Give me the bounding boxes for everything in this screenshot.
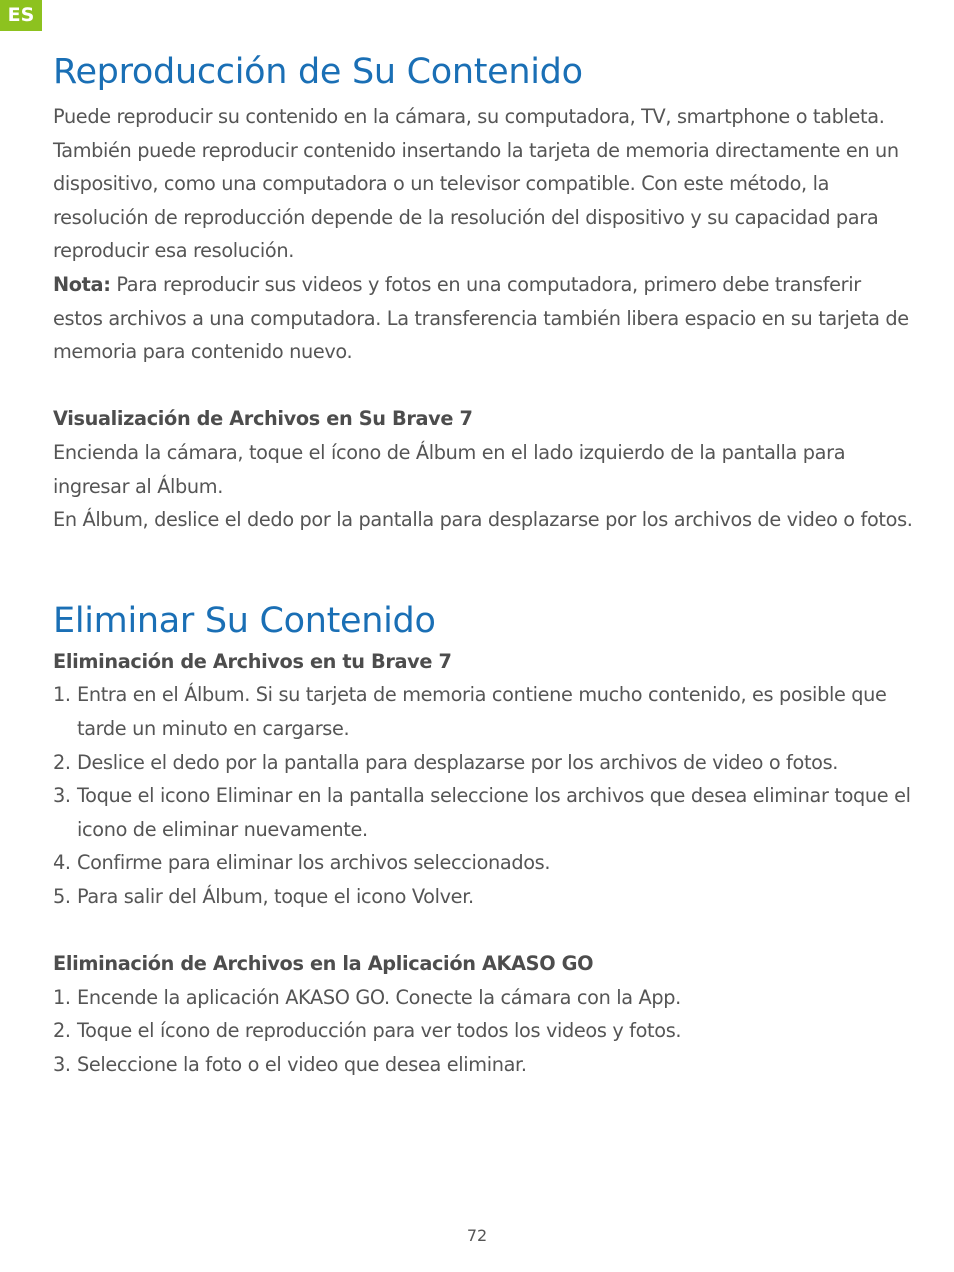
spacer [53, 913, 913, 947]
list-item [53, 1014, 913, 1048]
delete-app-steps [53, 981, 913, 1082]
page-number: 72 [466, 1226, 488, 1245]
step-number: 3. [53, 1052, 71, 1076]
step-text: Deslice el dedo por la pantalla para desplazarse por los archivos de video o fotos. [77, 750, 839, 774]
list-item [53, 981, 913, 1015]
list-item [53, 678, 913, 745]
step-number: 1. [53, 683, 71, 707]
step-text: Para salir del Álbum, toque el icono Volver. [77, 884, 474, 908]
list-item [53, 779, 913, 846]
subheading-delete-app: Eliminación de Archivos en la Aplicación AKASO GO [53, 952, 594, 976]
viewing-paragraph-1: Encienda la cámara, toque el ícono de Álbum en el lado izquierdo de la pantalla para ingresar al Álbum. [53, 440, 846, 498]
note-label: Nota: [53, 272, 111, 296]
playback-note [53, 268, 913, 369]
section-title-playback: Reproducción de Su Contenido [53, 52, 583, 92]
step-number: 3. [53, 784, 71, 808]
step-text: Encende la aplicación AKASO GO. Conecte la cámara con la App. [77, 985, 681, 1009]
step-text: Toque el ícono de reproducción para ver todos los videos y fotos. [77, 1019, 682, 1043]
language-badge: ES [0, 0, 42, 31]
step-number: 4. [53, 851, 71, 875]
page-content [53, 48, 913, 1081]
list-item [53, 746, 913, 780]
list-item [53, 846, 913, 880]
step-number: 2. [53, 750, 71, 774]
step-text: Confirme para eliminar los archivos seleccionados. [77, 851, 551, 875]
step-number: 1. [53, 985, 71, 1009]
step-text: Seleccione la foto o el video que desea eliminar. [77, 1052, 527, 1076]
list-item [53, 1048, 913, 1082]
list-item [53, 880, 913, 914]
step-text: Toque el icono Eliminar en la pantalla seleccione los archivos que desea eliminar toque el icono de eliminar nuevamente. [77, 784, 911, 841]
step-text: Entra en el Álbum. Si su tarjeta de memoria contiene mucho contenido, es posible que tarde un minuto en cargarse. [77, 683, 887, 740]
spacer [53, 369, 913, 403]
subheading-delete-camera: Eliminación de Archivos en tu Brave 7 [53, 649, 452, 673]
playback-paragraph: Puede reproducir su contenido en la cámara, su computadora, TV, smartphone o tableta. También puede reproducir contenido insertando la tarjeta de memoria directamente en un dispositivo, como una computadora o un televisor compatible. Con este método, la resolución de reproducción depende de la resolución del dispositivo y su capacidad para reproducir esa resolución. [53, 105, 899, 263]
note-text: Para reproducir sus videos y fotos en una computadora, primero debe transferir estos archivos a una computadora. La transferencia también libera espacio en su tarjeta de memoria para contenido nuevo. [53, 272, 909, 364]
subheading-viewing-files: Visualización de Archivos en Su Brave 7 [53, 407, 473, 431]
step-number: 5. [53, 884, 71, 908]
delete-camera-steps [53, 678, 913, 913]
section-title-delete: Eliminar Su Contenido [53, 600, 436, 641]
step-number: 2. [53, 1019, 71, 1043]
viewing-paragraph-2: En Álbum, deslice el dedo por la pantalla para desplazarse por los archivos de video o fotos. [53, 508, 913, 532]
